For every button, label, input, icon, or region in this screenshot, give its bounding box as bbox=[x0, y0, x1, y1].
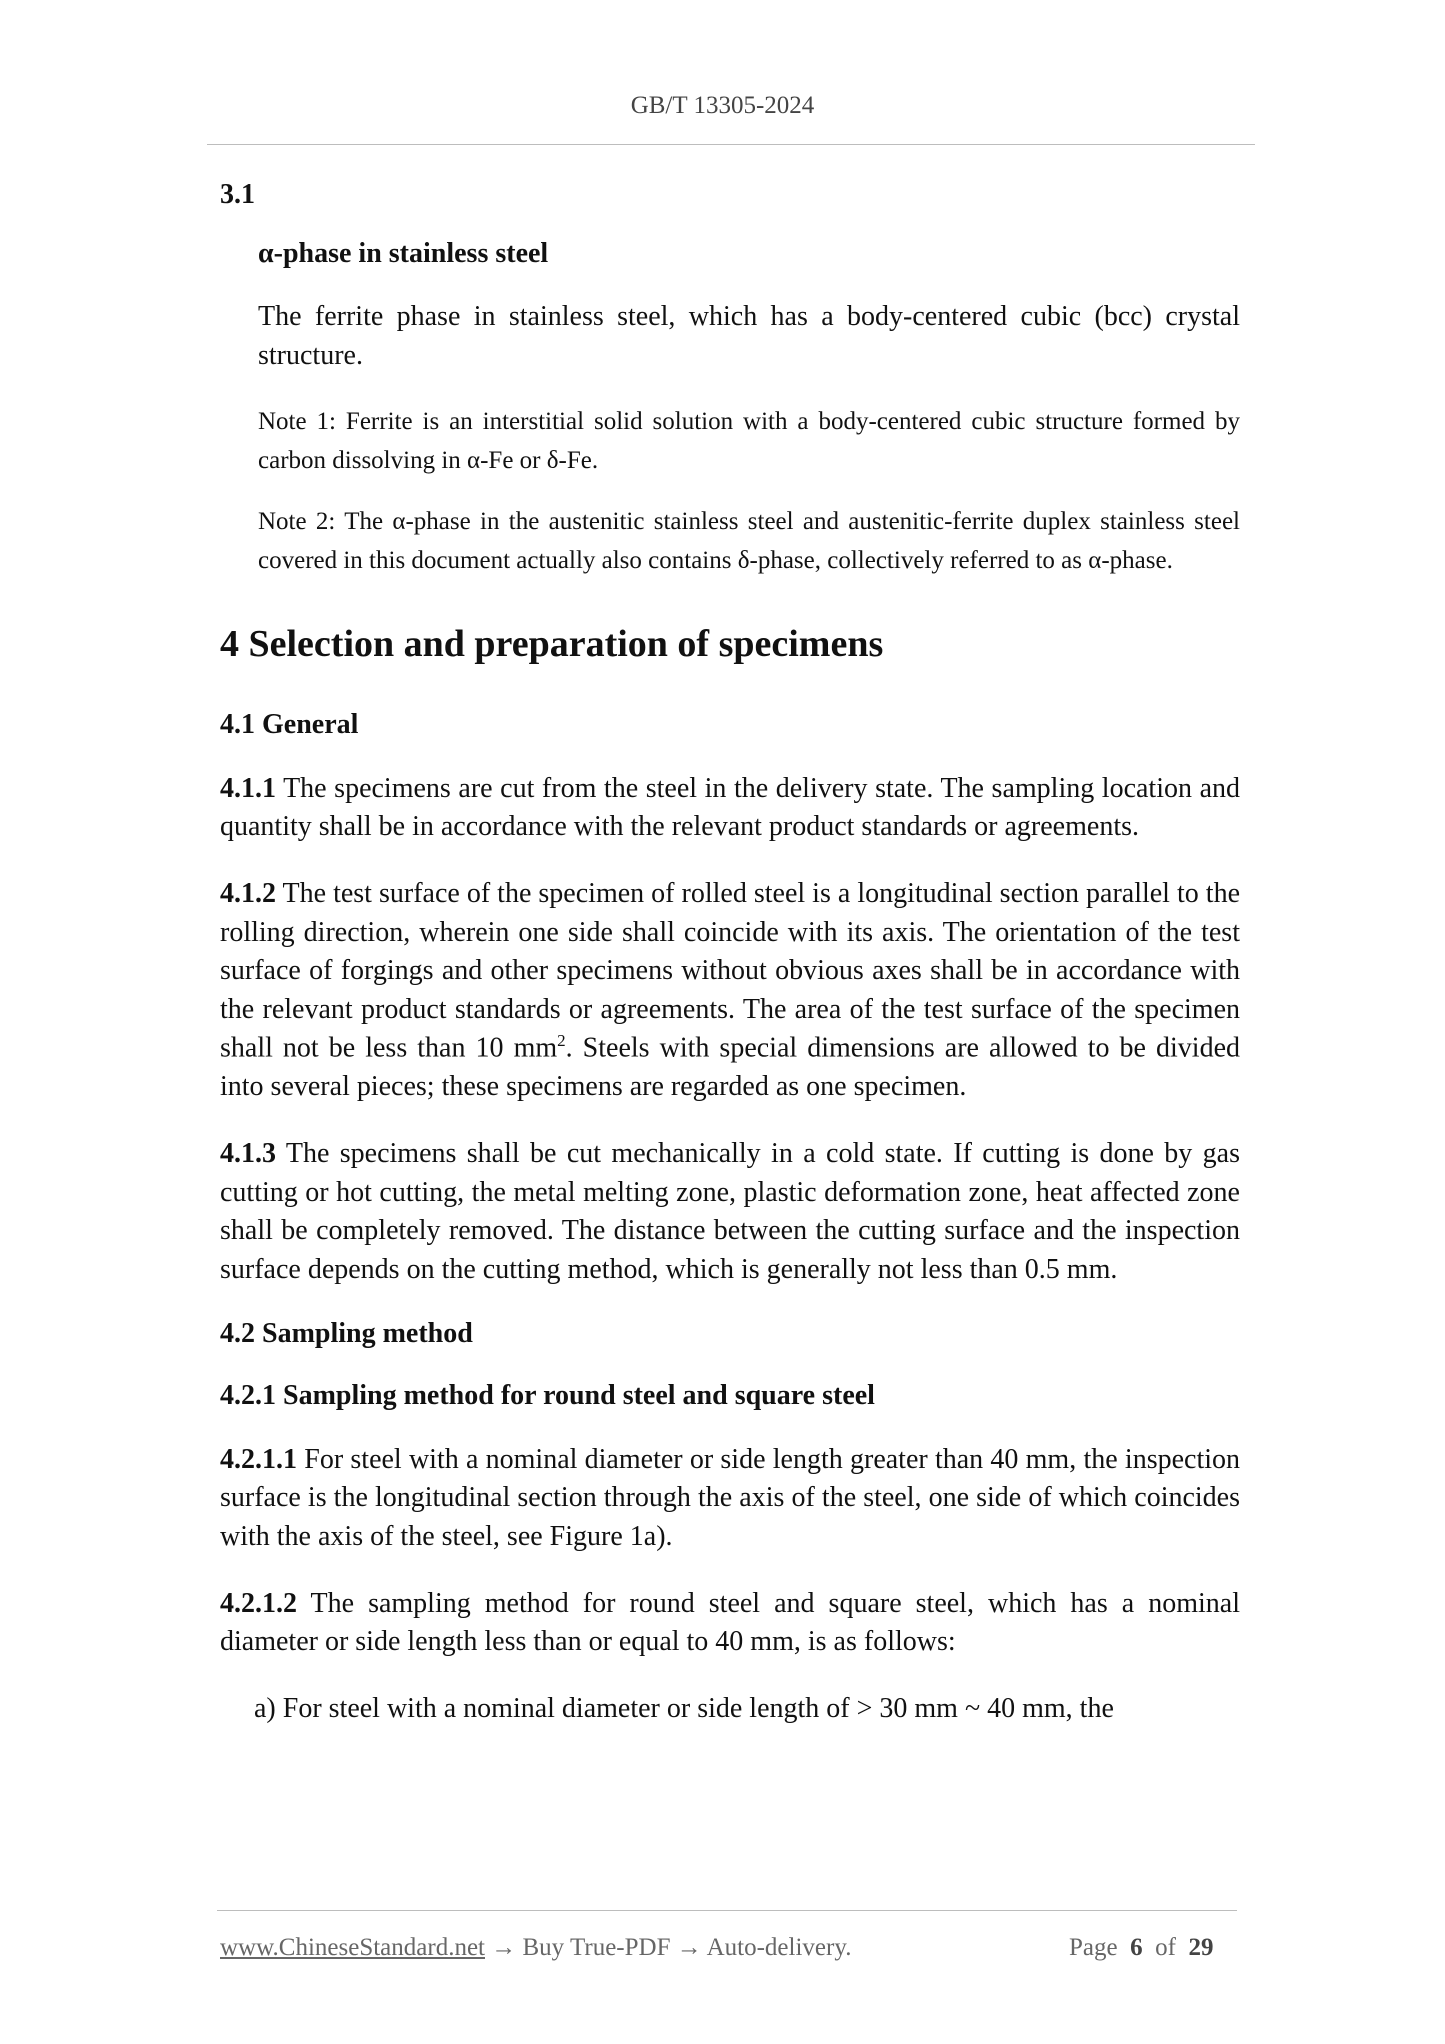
term-definition: The ferrite phase in stainless steel, which has a body-centered cubic (bcc) crystal structure. bbox=[258, 301, 1240, 371]
of-label: of bbox=[1155, 1934, 1176, 1961]
clause-number: 4.1.3 bbox=[220, 1137, 276, 1169]
clause-4-1-2 bbox=[220, 875, 1240, 1107]
clause-4-1-1 bbox=[220, 770, 1240, 847]
total-pages-number: 29 bbox=[1188, 1934, 1214, 1961]
list-item-a: a) For steel with a nominal diameter or side length of > 30 mm ~ 40 mm, the bbox=[254, 1692, 1114, 1724]
clause-number: 4.1.1 bbox=[220, 772, 276, 804]
page-label: Page bbox=[1069, 1934, 1118, 1961]
clause-4-1-3 bbox=[220, 1135, 1240, 1290]
term-number: 3.1 bbox=[220, 179, 255, 210]
website-link[interactable]: www.ChineseStandard.net bbox=[220, 1934, 485, 1961]
section-4-heading: 4 Selection and preparation of specimens bbox=[220, 623, 884, 666]
term-note-2: Note 2: The α-phase in the austenitic stainless steel and austenitic-ferrite duplex stainless steel covered in this document actually also contains δ-phase, collectively referred to as α-phase. bbox=[258, 507, 1240, 574]
footer-divider bbox=[217, 1910, 1237, 1911]
clause-text: The specimens are cut from the steel in the delivery state. The sampling location and quantity shall be in accordance with the relevant product standards or agreements. bbox=[220, 772, 1240, 843]
clause-text-continued: . Steels with special dimensions are allowed to be divided into several pieces; these specimens are regarded as one specimen. bbox=[220, 1032, 1240, 1103]
section-4-1-heading: 4.1 General bbox=[220, 709, 359, 741]
section-4-2-heading: 4.2 Sampling method bbox=[220, 1318, 473, 1350]
clause-text: The specimens shall be cut mechanically in a cold state. If cutting is done by gas cutting or hot cutting, the metal melting zone, plastic deformation zone, heat affected zone shall be completely removed. The distance between the cutting surface and the inspection surface depends on the cutting method, which is generally not less than 0.5 mm. bbox=[220, 1137, 1240, 1285]
buy-pdf-text: Buy True-PDF bbox=[522, 1934, 671, 1961]
footer-links bbox=[220, 1934, 851, 1962]
clause-number: 4.2.1.1 bbox=[220, 1443, 297, 1475]
term-note-1: Note 1: Ferrite is an interstitial solid solution with a body-centered cubic structure formed by carbon dissolving in α-Fe or δ-Fe. bbox=[258, 408, 1240, 475]
clause-number: 4.2.1.2 bbox=[220, 1587, 297, 1619]
superscript: 2 bbox=[557, 1031, 566, 1051]
header-divider bbox=[207, 144, 1255, 145]
section-4-2-1-heading: 4.2.1 Sampling method for round steel and square steel bbox=[220, 1380, 875, 1412]
clause-text: The sampling method for round steel and square steel, which has a nominal diameter or side length less than or equal to 40 mm, is as follows: bbox=[220, 1587, 1240, 1658]
auto-delivery-text: Auto-delivery. bbox=[706, 1934, 852, 1961]
arrow-icon: → bbox=[485, 1934, 523, 1961]
term-title: α-phase in stainless steel bbox=[258, 237, 549, 269]
clause-text: The test surface of the specimen of rolled steel is a longitudinal section parallel to the rolling direction, wherein one side shall coincide with its axis. The orientation of the test surface of forgings and other specimens without obvious axes shall be in accordance with the relevant product standards or agreements. The area of the test surface of the specimen shall not be less than 10 mm bbox=[220, 877, 1240, 1064]
clause-number: 4.1.2 bbox=[220, 877, 276, 909]
page-indicator bbox=[1069, 1934, 1213, 1962]
clause-4-2-1-1 bbox=[220, 1441, 1240, 1557]
current-page-number: 6 bbox=[1130, 1934, 1143, 1961]
page-content bbox=[220, 178, 1240, 1728]
arrow-icon: → bbox=[670, 1934, 707, 1961]
clause-text: For steel with a nominal diameter or side length greater than 40 mm, the inspection surface is the longitudinal section through the axis of the steel, one side of which coincides with the axis of the steel, see Figure 1a). bbox=[220, 1443, 1240, 1552]
clause-4-2-1-2 bbox=[220, 1585, 1240, 1662]
running-header: GB/T 13305-2024 bbox=[630, 92, 815, 119]
